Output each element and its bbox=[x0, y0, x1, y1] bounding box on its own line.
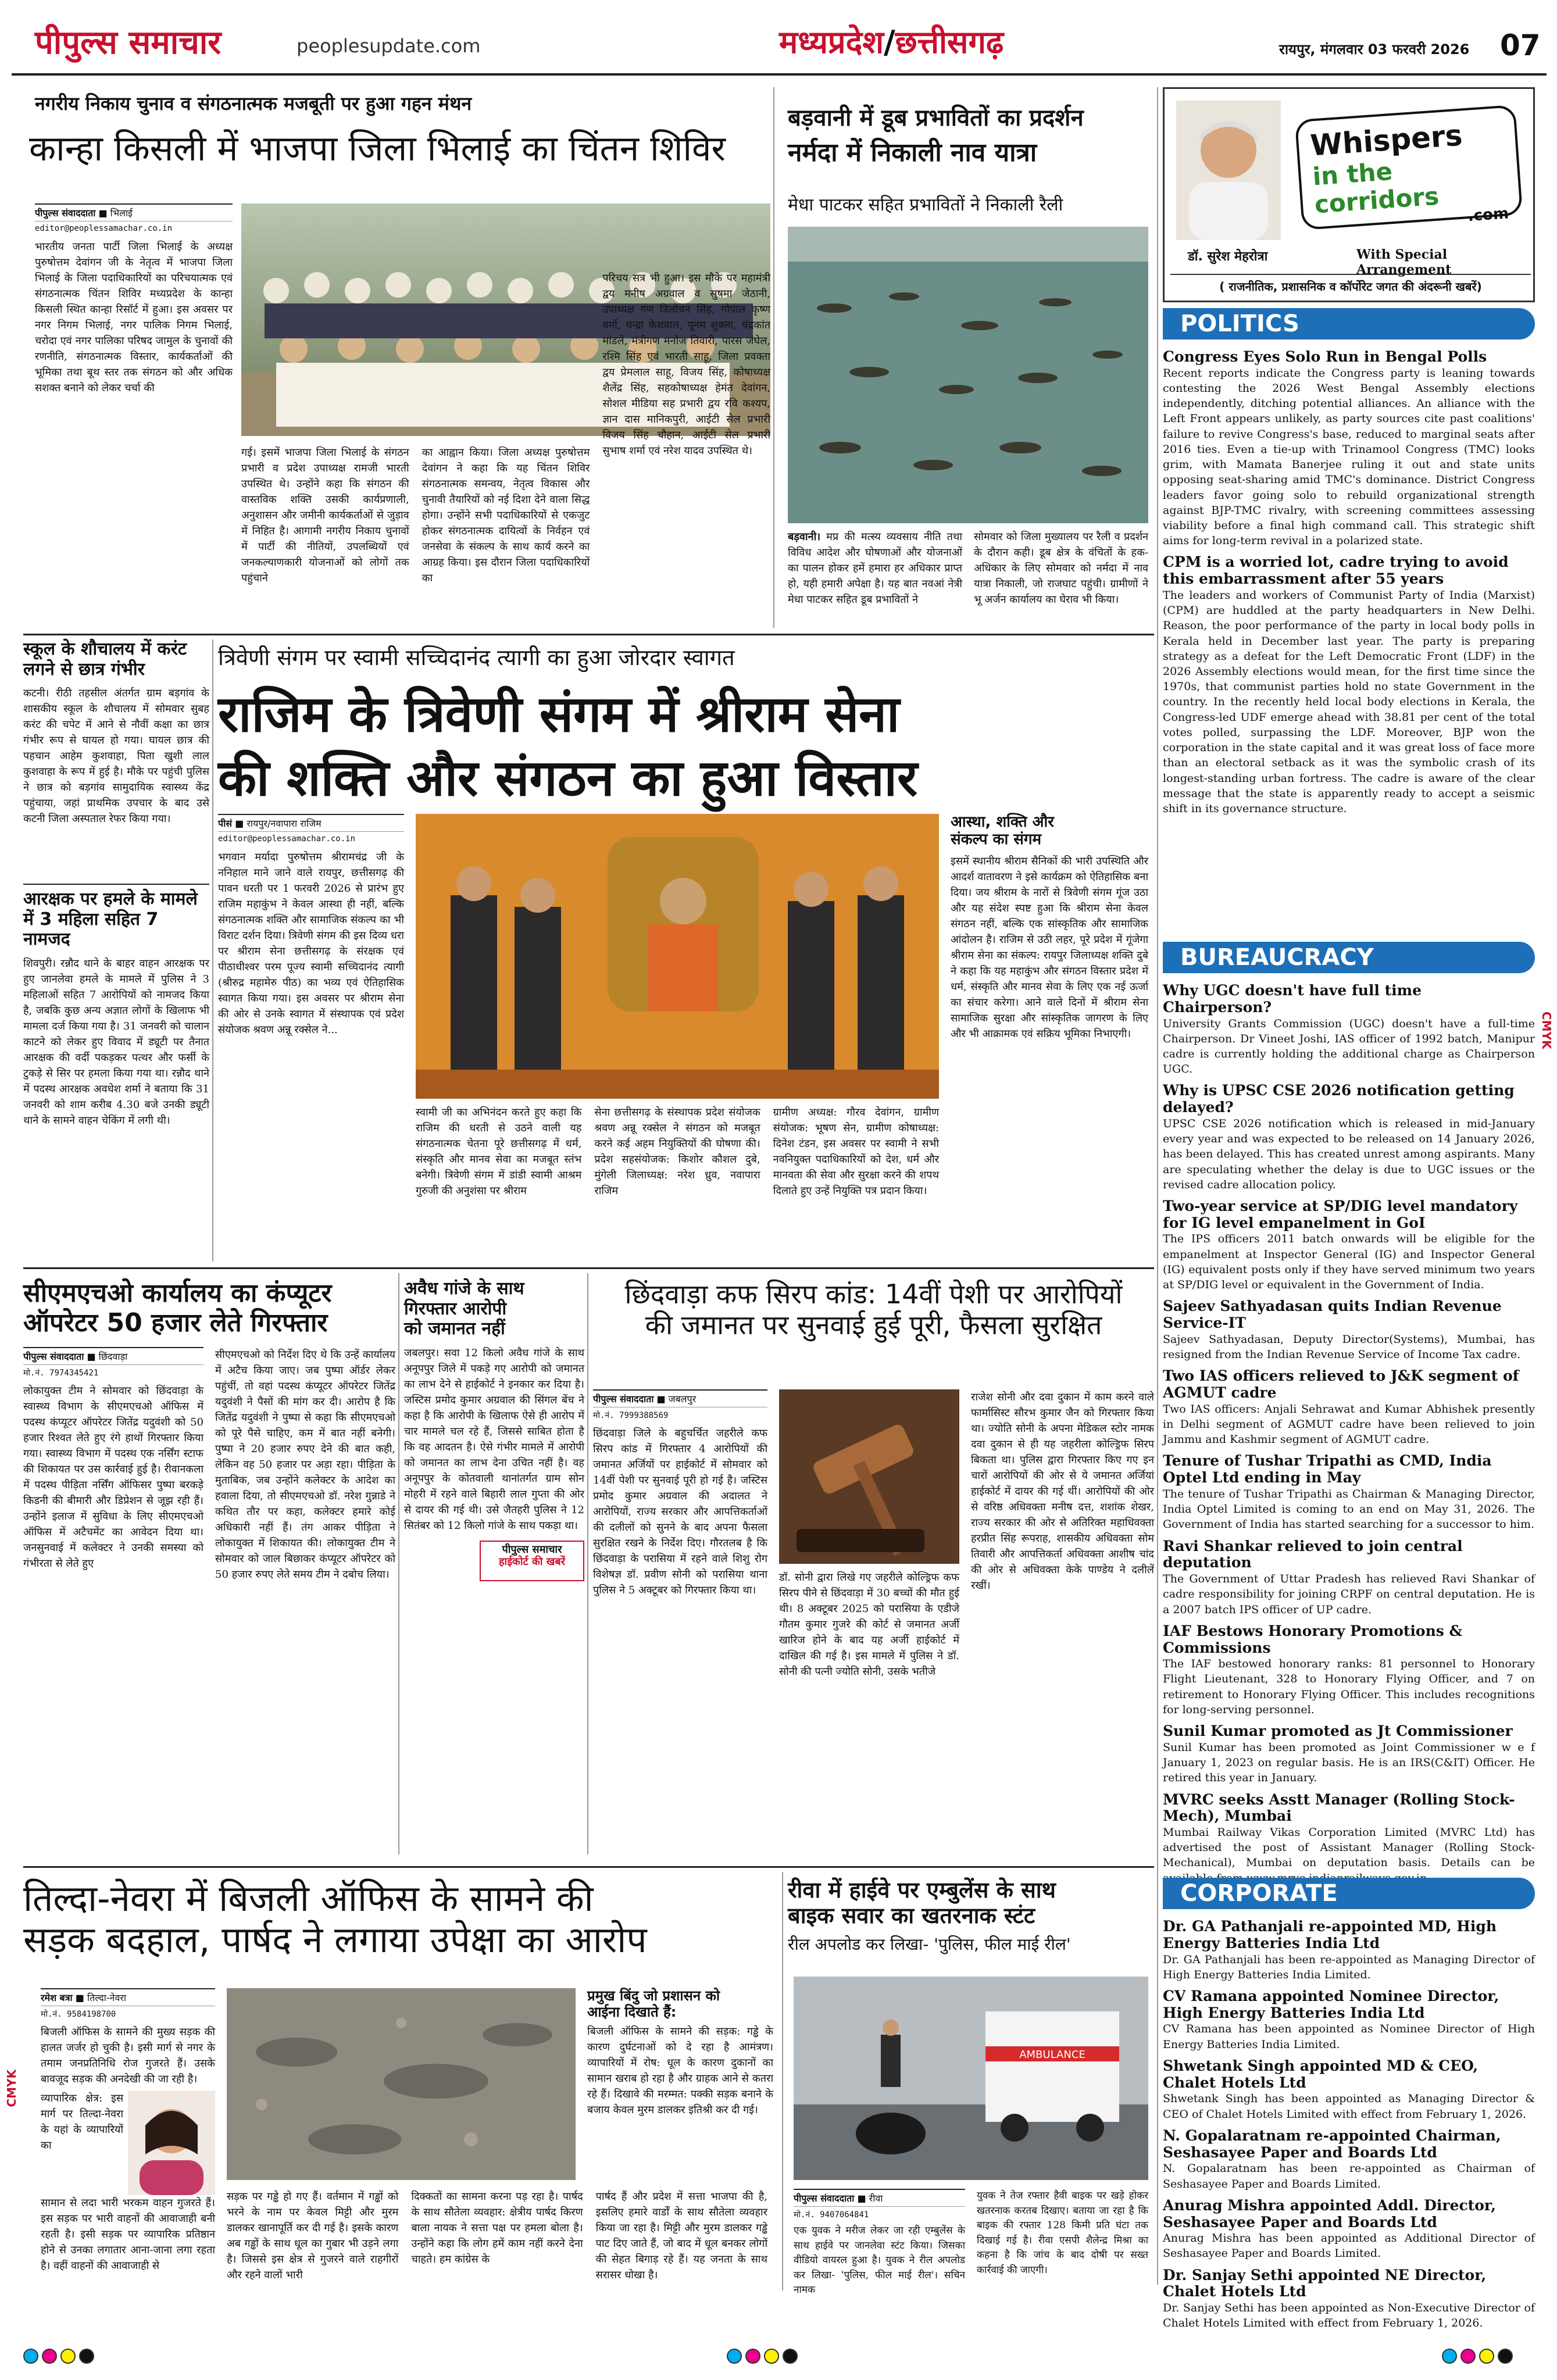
dateline: रायपुर, मंगलवार 03 फरवरी 2026 bbox=[1279, 41, 1470, 58]
news-brief bbox=[1163, 1723, 1535, 1785]
politics-section-label: POLITICS bbox=[1163, 308, 1535, 340]
magenta-dot bbox=[1460, 2349, 1476, 2364]
brief-headline: Ravi Shankar relieved to join central deputation bbox=[1163, 1537, 1463, 1571]
story-headline-2: में 3 महिला सहित 7 नामजद bbox=[23, 909, 159, 949]
highcourt-logo bbox=[480, 1541, 584, 1581]
byline-name: रमेश बत्रा bbox=[41, 1992, 73, 2003]
story-col-2: सीएमएचओ को निर्देश दिए थे कि उन्हें कार्यालय में अटैच किया जाए। जब पुष्पा ऑर्डर लेकर पहुंचीं, तो वहां पदस्थ कंप्यूटर ऑपरेटर जितेंद्र यदुवंशी ने पैसों की मांग कर दी। आरोप है कि जितेंद्र यदुवंशी ने पुष्पा से कहा कि सीएमएचओ को पूरे पैसे चाहिए, कम में बात नहीं बनेगी। पुष्पा ने 20 हजार रुपए देने की बात कही, लेकिन वह 50 हजार पर अड़ा रहा। पीड़िता के मुताबिक, जब उन्होंने कलेक्टर के आदेश का हवाला दिया, तो सीएमएचओ डॉ. नरेश गुन्नाडे ने कथित तौर पर कहा, कलेक्टर हमारे कोई अधिकारी नहीं हैं। तंग आकर पीड़िता ने लोकायुक्त में शिकायत की। लोकायुक्त टीम ने सोमवार को जाल बिछाकर कंप्यूटर ऑपरेटर को 50 हजार रुपए लेते समय टीम ने दबोच लिया। bbox=[215, 1349, 395, 1581]
story-bhilai-chintan-shivir bbox=[23, 87, 776, 634]
story-headline-1: बड़वानी में डूब प्रभावितों का प्रदर्शन bbox=[788, 105, 1084, 131]
story-col-4: परिचय सत्र भी हुआ। इस मौके पर महामंत्री द्वय मनीष अग्रवाल व सुषमा जेठानी, उपाध्यक्ष गण त्रिलोचन सिंह, गोपाल कृष्ण वर्मा, चन्द्रा केशवाल, पूनम शुक्ला, चंद्रकांत मांडले, मंत्रीगण मनोज तिवारी, पारस जंघेल, रश्मि सिंह एवं भारती साहू, जिला प्रवक्ता द्वय प्रेमलाल साहू, विजय सिंह, कोषाध्यक्ष शैलेंद्र सिंह, सहकोषाध्यक्ष हेमंत देवांगन, सोशल मीडिया सह प्रभारी द्वय रवि कश्यप, ज्ञान दास मानिकपुरी, आईटी सेल प्रभारी विजय सिंह चौहान, आईटी सेल प्रभारी सुभाष शर्मा एवं नरेश यादव उपस्थित थे। bbox=[602, 272, 771, 457]
story-rajim-shriram-sena bbox=[218, 639, 1154, 1262]
byline-place: छिंदवाड़ा bbox=[98, 1351, 128, 1363]
brief-headline: Two IAS officers relieved to J&K segment of AGMUT cadre bbox=[1163, 1367, 1519, 1402]
byline-name: पीपुल्स संवाददाता bbox=[593, 1393, 654, 1405]
story-headline: कान्हा किसली में भाजपा जिला भिलाई का चिंतन शिविर bbox=[29, 128, 726, 169]
byline-name: पीपुल्स संवाददाता bbox=[794, 2193, 855, 2204]
story-body: जबलपुर। सवा 12 किलो अवैध गांजे के साथ अनूपपुर जिले में पकड़े गए आरोपी को जमानत का लाभ देने से हाईकोर्ट ने इनकार कर दिया है। जस्टिस प्रमोद कुमार अग्रवाल की सिंगल बेंच ने कहा है कि आरोपी के खिलाफ ऐसे ही आरोप में चार मामले चल रहे हैं, जिससे साबित होता है कि वह आदतन है। ऐसे गंभीर मामले में आरोपी को जमानत का लाभ देना उचित नहीं है। वह अनूपपुर के कोतवाली थानांतर्गत ग्राम सोन मोहरी में रहने वाले बिहारी लाल गुप्ता की ओर से दायर की गई थी। उसे जैतहरी पुलिस ने 12 सितंबर को 12 किलो गांजे के साथ पकड़ा था। bbox=[404, 1346, 584, 1532]
edition-a: मध्यप्रदेश bbox=[779, 24, 884, 60]
byline-place: भिलाई bbox=[110, 208, 133, 219]
key-points-box bbox=[587, 1988, 773, 2180]
edition-b: छत्तीसगढ़ bbox=[895, 24, 1004, 60]
story-col-3: सेना छत्तीसगढ़ के संस्थापक प्रदेश संयोजक श्रवण अन्नू रक्सेल ने संगठन को मजबूत करने कई अहम नियुक्तियों की घोषणा की। प्रदेश सहसंयोजक: किशोर कौशल दुबे, मुंगेली जिलाध्यक्ष: नरेश ध्रुव, नवापारा राजिम bbox=[594, 1106, 760, 1197]
story-headline-2: लगने से छात्र गंभीर bbox=[23, 659, 145, 680]
whispers-column bbox=[1163, 87, 1535, 2330]
brief-body: N. Gopalaratnam has been re-appointed as Chairman of Seshasayee Paper and Boards Limited. bbox=[1163, 2162, 1535, 2190]
whispers-header bbox=[1163, 87, 1535, 302]
black-dot bbox=[79, 2349, 94, 2364]
brief-headline: Anurag Mishra appointed Addl. Director, Seshasayee Paper and Boards Ltd bbox=[1163, 2196, 1496, 2231]
byline-place: जबलपुर bbox=[668, 1393, 697, 1405]
byline-mobile: मो.नं. 7974345421 bbox=[23, 1368, 99, 1378]
brief-body: Two IAS officers: Anjali Sehrawat and Kumar Abhishek presently in Delhi segment of AGMUT cadre have been relieved to join Jammu and Kashmir segment of AGMUT cadre. bbox=[1163, 1402, 1535, 1446]
story-headline-2: नर्मदा में निकाली नाव यात्रा bbox=[788, 138, 1037, 167]
brief-headline: IAF Bestows Honorary Promotions & Commissions bbox=[1163, 1622, 1463, 1656]
brief-body: The IPS officers 2011 batch onwards will be eligible for the empanelment at Inspector General (IG) and Inspector General (IG) equivalent posts only if they have served minimum two years at SP/DIG level or equivalent in the Government of India. bbox=[1163, 1232, 1535, 1292]
brief-body: Anurag Mishra has been appointed as Additional Director of Seshasayee Paper and Boards Limited. bbox=[1163, 2232, 1535, 2260]
brief-body: The Government of Uttar Pradesh has relieved Ravi Shankar of cadre responsibility for joining CRPF on central deputation. He is a 2007 batch IPS officer of UP cadre. bbox=[1163, 1573, 1535, 1616]
corporate-section-label: CORPORATE bbox=[1163, 1878, 1535, 1909]
cyan-dot bbox=[1442, 2349, 1457, 2364]
brief-headline: Why is UPSC CSE 2026 notification getting delayed? bbox=[1163, 1082, 1515, 1116]
brief-headline: CV Ramana appointed Nominee Director, High Energy Batteries India Ltd bbox=[1163, 1987, 1499, 2021]
boat-rally-photo bbox=[788, 227, 1148, 523]
logo-line-3: .com bbox=[1467, 205, 1509, 226]
byline: पीसं ■ रायपुर/नवापारा राजिम bbox=[218, 814, 404, 832]
story-place: बड़वानी। bbox=[788, 531, 821, 543]
bureaucracy-section-label: BUREAUCRACY bbox=[1163, 942, 1535, 973]
news-brief bbox=[1163, 2058, 1535, 2122]
story-col-1: एक युवक ने मरीज लेकर जा रही एम्बुलेंस के साथ हाईवे पर जानलेवा स्टंट किया। जिसका वीडियो वायरल हुआ है। युवक ने रील अपलोड कर लिखा- 'पुलिस, फील माई रील'। सचिन नामक bbox=[794, 2225, 965, 2296]
story-headline-1: छिंदवाड़ा कफ सिरप कांड: 14वीं पेशी पर आरोपियों bbox=[624, 1278, 1123, 1310]
story-col-1 bbox=[788, 529, 962, 607]
yellow-dot bbox=[1479, 2349, 1494, 2364]
story-badwani-protest bbox=[782, 87, 1154, 634]
byline: पीपुल्स संवाददाता ■ छिंदवाड़ा bbox=[23, 1347, 203, 1365]
registration-marks-right bbox=[1442, 2349, 1513, 2364]
story-subhead: मेधा पाटकर सहित प्रभावितों ने निकाली रैली bbox=[788, 195, 1063, 215]
news-brief bbox=[1163, 349, 1535, 548]
story-col-1: बिजली ऑफिस के सामने की मुख्य सड़क की हालत जर्जर हो चुकी है। इसी मार्ग से नगर के तमाम जनप्रतिनिधि रोज गुजरते हैं। उसके बावजूद सड़क की अनदेखी की जा रही है। bbox=[41, 2026, 215, 2085]
ceremony-photo bbox=[416, 814, 939, 1099]
yellow-dot bbox=[764, 2349, 779, 2364]
brief-body: Dr. GA Pathanjali has been re-appointed as Managing Director of High Energy Batteries India Limited. bbox=[1163, 1953, 1535, 1981]
news-brief bbox=[1163, 2128, 1535, 2192]
story-body: कटनी। रीठी तहसील अंतर्गत ग्राम बड़गांव के शासकीय स्कूल के शौचालय में सोमवार सुबह करंट की चपेट में आने से नौवीं कक्षा का छात्र गंभीर रूप से घायल हो गया। घायल छात्र की पहचान आहेम कुशवाहा, पिता खुशी लाल कुशवाहा के रूप में हुई है। मौके पर पहुंची पुलिस ने छात्र को बड़गांव सामुदायिक स्वास्थ्य केंद्र पहुंचाया, जहां प्राथमिक उपचार के बाद उसे कटनी जिला अस्पताल रेफर किया गया। bbox=[23, 687, 209, 825]
story-headline-2: सड़क बदहाल, पार्षद ने लगाया उपेक्षा का आरोप bbox=[23, 1918, 647, 1961]
story-col-3: राजेश सोनी और दवा दुकान में काम करने वाले फार्मासिस्ट सौरभ कुमार जैन को गिरफ्तार किया था। ज्योति सोनी के अपना मेडिकल स्टोर नामक दवा दुकान से ही यह जहरीला कोल्ड्रिफ सिरप बिकता था। पुलिस द्वारा गिरफ्तार किए गए इन चारों आरोपियों की ओर से ये जमानत अर्जियां हाईकोर्ट में दायर की गई थीं। आरोपियों की ओर से वरिष्ठ अधिवक्ता मनीष दत्त, शशांक शेखर, राज्य सरकार की ओर से अतिरिक्त महाधिवक्ता हरप्रीत सिंह रूपराह, शासकीय अधिवक्ता सोम तिवारी और आपत्तिकर्ता अधिवक्ता आशीष चांद की ओर से अधिवक्ता केके पाण्डेय ने दलीलें रखीं। bbox=[971, 1391, 1154, 1592]
byline-place: रायपुर/नवापारा राजिम bbox=[247, 818, 322, 829]
story-headline-1: सीएमएचओ कार्यालय का कंप्यूटर bbox=[23, 1278, 332, 1308]
brief-body: UPSC CSE 2026 notification which is released in mid-January every year and was expected to be released on 14 January 2026, has been delayed. This has created unrest among aspirants. Many are speculating whether the delay is due to UGC issues or the revised cadre allocation policy. bbox=[1163, 1117, 1535, 1191]
brief-headline: Why UGC doesn't have full time Chairperson? bbox=[1163, 982, 1422, 1016]
story-headline-2: की जमानत पर सुनवाई हुई पूरी, फैसला सुरक्षित bbox=[645, 1309, 1102, 1341]
story-school-current bbox=[23, 639, 209, 884]
brief-headline: Sunil Kumar promoted as Jt Commissioner bbox=[1163, 1723, 1513, 1740]
news-brief bbox=[1163, 1453, 1535, 1532]
story-col-1: भगवान मर्यादा पुरुषोत्तम श्रीरामचंद्र जी के ननिहाल माने जाने वाले रायपुर, छत्तीसगढ़ की पावन धरती पर 1 फरवरी 2026 से प्रारंभ हुए राजिम महाकुंभ ने केवल आस्था ही नहीं, बल्कि संगठनात्मक शक्ति और सामाजिक संकल्प का भी विराट दर्शन दिया। त्रिवेणी संगम की इस दिव्य धरा पर श्रीराम सेना छत्तीसगढ़ के संरक्षक एवं पीठाधीश्वर परम पूज्य स्वामी सच्चिदानंद त्यागी (श्रीरुद्र महामेरु पीठ) का भव्य एवं ऐतिहासिक स्वागत किया गया। इस अवसर पर श्रीराम सेना की ओर से उनके स्वागत में संस्थापक एवं प्रदेश संयोजक श्रवण अन्नू रक्सेल ने... bbox=[218, 851, 404, 1036]
story-subhead: रील अपलोड कर लिखा- 'पुलिस, फील माई रील' bbox=[788, 1935, 1071, 1954]
logo-line-2: in the corridors bbox=[1311, 156, 1440, 219]
byline: पीपुल्स संवाददाता ■ जबलपुर bbox=[593, 1389, 767, 1407]
story-col-1: भारतीय जनता पार्टी जिला भिलाई के अध्यक्ष पुरुषोत्तम देवांगन जी के नेतृत्व में भाजपा जिला भिलाई के जिला पदाधिकारियों का परिचयात्मक एवं संगठनात्मक चिंतन शिविर मध्यप्रदेश के कान्हा किसली स्थित कान्हा रिसॉर्ट में हुआ। इस अवसर पर नगर निगम भिलाई, नगर पालिक निगम भिलाई, चरोदा एवं नगर पालिका परिषद जामुल के चुनावों की रणनीति, संगठनात्मक विस्तार, कार्यकर्ताओं की भूमिका तथा बूथ स्तर तक संगठन को और अधिक सशक्त बनाने को लेकर चर्चा की bbox=[35, 241, 233, 394]
magenta-dot bbox=[42, 2349, 57, 2364]
box-head-2: आईना दिखाते हैं: bbox=[587, 2003, 677, 2020]
story-kicker: त्रिवेणी संगम पर स्वामी सच्चिदानंद त्यागी का हुआ जोरदार स्वागत bbox=[218, 645, 735, 670]
story-col-2: गई। इसमें भाजपा जिला भिलाई के संगठन प्रभारी व प्रदेश उपाध्यक्ष रामजी भारती उपस्थित थे। उन्होंने कहा कि संगठन की वास्तविक शक्ति उसकी कार्यप्रणाली, अनुशासन और जमीनी कार्यकर्ताओं से जुड़ाव में निहित है। आगामी नगरीय निकाय चुनावों में पार्टी की नीतियों, उपलब्धियों एवं जनकल्याणकारी योजनाओं को लोगों तक पहुंचाने bbox=[241, 446, 409, 584]
story-col-2: स्वामी जी का अभिनंदन करते हुए कहा कि राजिम की धरती से उठने वाली यह संगठनात्मक चेतना पूरे छत्तीसगढ़ में धर्म, संस्कृति और मानव सेवा का मजबूत स्तंभ बनेगी। त्रिवेणी संगम में डांडी स्वामी आश्रम गुरुजी की अनुशंसा पर श्रीराम bbox=[416, 1106, 582, 1197]
side-body: इसमें स्थानीय श्रीराम सैनिकों की भारी उपस्थिति और आदर्श वातावरण ने इसे कार्यक्रम को ऐतिहासिक बना दिया। जय श्रीराम के नारों से त्रिवेणी संगम गूंज उठा और यह संदेश स्पष्ट हुआ कि श्रीराम सेना केवल संगठन नहीं, बल्कि एक सांस्कृतिक और सामाजिक आंदोलन है। राजिम से उठी लहर, पूरे प्रदेश में गूंजेगा श्रीराम सेना का संकल्प: रायपुर जिलाध्यक्ष शक्ति दुबे ने कहा कि यह महाकुंभ और संगठन विस्तार प्रदेश में धर्म, संस्कृति और मानव सेवा के लिए एक नई ऊर्जा का संचार करेगा। आने वाले दिनों में श्रीराम सेना सामाजिक सुरक्षा और सांस्कृतिक जागरण के लिए और भी आक्रामक एवं सक्रिय भूमिका निभाएगी। bbox=[951, 855, 1148, 1040]
byline-place: रीवा bbox=[869, 2193, 883, 2204]
news-brief bbox=[1163, 1368, 1535, 1447]
byline-name: पीपुल्स संवाददाता bbox=[23, 1351, 84, 1363]
story-headline-1: अवैध गांजे के साथ bbox=[404, 1278, 524, 1299]
side-headline-1: आस्था, शक्ति और bbox=[951, 813, 1054, 831]
story-ganja-bail-denied bbox=[404, 1273, 584, 1866]
story-col-1: लोकायुक्त टीम ने सोमवार को छिंदवाड़ा के स्वास्थ्य विभाग के सीएमएचओ ऑफिस में पदस्थ कंप्यूटर ऑपरेटर जितेंद्र यदुवंशी को 50 हजार रिश्वत लेते हुए रंगे हाथों गिरफ्तार किया गया। स्वास्थ्य विभाग में पदस्थ एक नर्सिंग स्टाफ की शिकायत पर उस कार्रवाई हुई है। रीवानकला में पदस्थ पीड़िता नर्सिंग ऑफिसर पुष्पा बरकड़े किडनी की बीमारी और डिप्रेशन से जूझ रही हैं। उन्होंने इलाज में सुविधा के लिए सीएमएचओ ऑफिस में अटैचमेंट का आवेदन दिया था। जनसुनवाई में कलेक्टर ने उनकी समस्या को गंभीरता से लेते हुए bbox=[23, 1385, 203, 1570]
gavel-photo bbox=[779, 1389, 959, 1564]
councillor-photo bbox=[128, 2090, 215, 2195]
logo-line-1: Whispers bbox=[1309, 118, 1464, 163]
story-headline-3: को जमानत नहीं bbox=[404, 1318, 505, 1339]
story-cough-syrup-hearing bbox=[593, 1273, 1154, 1866]
byline-place: तिल्दा-नेवरा bbox=[87, 1992, 127, 2003]
byline: पीपुल्स संवाददाता ■ रीवा bbox=[794, 2189, 965, 2207]
black-dot bbox=[1498, 2349, 1513, 2364]
news-brief bbox=[1163, 1792, 1535, 1886]
page-number: 07 bbox=[1500, 28, 1541, 62]
site-url[interactable]: peoplesupdate.com bbox=[297, 35, 481, 57]
story-headline-2: की शक्ति और संगठन का हुआ विस्तार bbox=[218, 749, 918, 807]
brief-headline: MVRC seeks Asstt Manager (Rolling Stock-Mech), Mumbai bbox=[1163, 1791, 1515, 1825]
byline-email[interactable]: editor@peoplessamachar.co.in bbox=[35, 224, 173, 233]
logo-line-2: हाईकोर्ट की खबरें bbox=[499, 1555, 565, 1568]
columnist-name: डॉ. सुरेश मेहरोत्रा bbox=[1188, 249, 1268, 264]
byline-mobile: मो.नं. 9407064841 bbox=[794, 2210, 869, 2220]
story-text-1: मप्र की मत्स्य व्यवसाय नीति तथा विविध आदेश और घोषणाओं और योजनाओं का पालन होकर हमें हमारा हर अधिकार प्राप्त हो, यही हमारी अपेक्षा है। यह बात नवआं नेत्री मेधा पाटकर सहित डूब प्रभावितों ने bbox=[788, 531, 962, 606]
byline-name: पीसं bbox=[218, 818, 233, 829]
byline-name: पीपुल्स संवाददाता bbox=[35, 208, 96, 219]
story-col-2: सड़क पर गड्ढे हो गए हैं। वर्तमान में गड्ढों को भरने के नाम पर केवल मिट्टी और मुरम डालकर खानापूर्ति कर दी गई है। इसके कारण अब गड्ढों के साथ धूल का गुबार भी उड़ने लगा है। जिससे इस क्षेत्र से गुजरने वाले राहगीरों और रहने वालों भारी bbox=[227, 2190, 399, 2281]
brief-body: Dr. Sanjay Sethi has been appointed as Non-Executive Director of Chalet Hotels Limited with effect from February 1, 2026. bbox=[1163, 2302, 1535, 2330]
story-col-4: ग्रामीण अध्यक्ष: गौरव देवांगन, ग्रामीण संयोजक: भूषण सेन, ग्रामीण कोषाध्यक्ष: दिनेश टंडन, इस अवसर पर स्वामी ने सभी नवनियुक्त पदाधिकारियों को देश, धर्म और मानवता की सेवा और सुरक्षा करने की शपथ दिलाते हुए उन्हें नियुक्ति पत्र प्रदान किया। bbox=[773, 1106, 939, 1197]
ambulance-stunt-photo bbox=[794, 1977, 1148, 2180]
box-head-1: प्रमुख बिंदु जो प्रशासन को bbox=[587, 1988, 720, 2004]
yellow-dot bbox=[60, 2349, 76, 2364]
brief-headline: Two-year service at SP/DIG level mandatory for IG level empanelment in GoI bbox=[1163, 1197, 1518, 1231]
brief-body: Sajeev Sathyadasan, Deputy Director(Systems), Mumbai, has resigned from the Indian Revenue Service of Income Tax cadre. bbox=[1163, 1332, 1535, 1361]
news-brief bbox=[1163, 1623, 1535, 1717]
brief-headline: Dr. Sanjay Sethi appointed NE Director, Chalet Hotels Ltd bbox=[1163, 2266, 1487, 2300]
whispers-tagline: ( राजनीतिक, प्रशासनिक व कॉर्पोरेट जगत की अंदरूनी खबरें) bbox=[1170, 274, 1531, 294]
cmyk-label-right: CMYK bbox=[1540, 1012, 1554, 1049]
story-col-3: दिक्कतों का सामना करना पड़ रहा है। पार्षद के साथ सौतेला व्यवहार: क्षेत्रीय पार्षद किरण बाला नायक ने सत्ता पक्ष पर हमला बोला है। उन्होंने कहा कि लोग हमें काम नहीं करने देना चाहते। हम कांग्रेस के bbox=[411, 2190, 583, 2265]
black-dot bbox=[783, 2349, 798, 2364]
story-col-2: युवक ने तेज रफ्तार हैवी बाइक पर खड़े होकर खतरनाक करतब दिखाए। बताया जा रहा है कि बाइक की रफ्तार 128 किमी प्रति घंटा तक दिखाई गई है। रीवा एसपी शैलेन्द्र मिश्रा का कहना है कि जांच के बाद दोषी पर सख्त कार्रवाई की जाएगी। bbox=[977, 2190, 1148, 2276]
news-brief bbox=[1163, 1538, 1535, 1617]
brief-body: The IAF bestowed honorary ranks: 81 personnel to Honorary Flight Lieutenant, 328 to Honorary Flying Officer, and 7 on retirement to Honorary Flying Officer. This includes recognitions for long-serving personnel. bbox=[1163, 1657, 1535, 1716]
news-brief bbox=[1163, 982, 1535, 1077]
news-brief bbox=[1163, 1082, 1535, 1192]
brief-headline: Shwetank Singh appointed MD & CEO, Chalet Hotels Ltd bbox=[1163, 2057, 1479, 2091]
story-tilda-road bbox=[23, 1872, 779, 2290]
byline-email[interactable]: editor@peoplessamachar.co.in bbox=[218, 834, 356, 844]
story-headline-1: स्कूल के शौचालय में करंट bbox=[23, 639, 187, 659]
side-headline-2: संकल्प का संगम bbox=[951, 830, 1042, 848]
story-headline-1: रीवा में हाईवे पर एम्बुलेंस के साथ bbox=[788, 1877, 1056, 1903]
story-shivpuri-attack bbox=[23, 889, 209, 1262]
byline-mobile: मो.नं. 9584198700 bbox=[41, 2010, 116, 2019]
brief-headline: CPM is a worried lot, cadre trying to avoid this embarrassment after 55 years bbox=[1163, 553, 1509, 588]
news-brief bbox=[1163, 1918, 1535, 1982]
story-col-1b: सामान से लदा भारी भरकम वाहन गुजरते हैं। इस सड़क पर भारी वाहनों की आवाजाही बनी रहती है। इसी सड़क पर व्यापारिक प्रतिष्ठान होने से उनका लगातार आना-जाना लगा रहता है। वहीं वाहनों की आवाजाही से bbox=[41, 2197, 215, 2272]
story-body: शिवपुरी। रन्नौद थाने के बाहर वाहन आरक्षक पर हुए जानलेवा हमले के मामले में पुलिस ने 3 महिलाओं सहित 7 आरोपियों को नामजद किया है, जबकि कुछ अन्य अज्ञात लोगों के खिलाफ भी मामला दर्ज किया गया है। 31 जनवरी को चालान काटने को लेकर हुए विवाद में ड्यूटी पर तैनात आरक्षक की वर्दी पकड़कर पत्थर और फर्सी के टुकड़े से सिर पर हमला किया गया था। रन्नौद थाने में पदस्थ आरक्षक अवधेश शर्मा ने बताया कि 31 जनवरी को शाम करीब 4.30 बजे उनकी ड्यूटी थाने के सामने वाहन चेकिंग में लगी थी। bbox=[23, 957, 209, 1127]
paper-name: पीपुल्स समाचार bbox=[35, 24, 222, 62]
story-headline-1: आरक्षक पर हमले के मामले bbox=[23, 889, 198, 909]
brief-body: The leaders and workers of Communist Party of India (Marxist) (CPM) are huddled at the party headquarters in New Delhi. Reason, the poor performance of the party in local body polls in Kerala held in December last year. The party is preparing strategy as a defeat for the Left Democratic Front (LDF) in the 2026 Assembly elections would mean, for the first time since the 1970s, that communist parties hold no state Government in the country. In the recently held local body elections in Kerala, the Congress-led UDF emerge ahead with 38.81 per cent of the total votes polled, surpassing the LDF. Moreover, BJP won the corporation in the state capital and it was great loss of face more than an electoral setback as it was the symbolic crash of its longest-standing urban fortress. The cadre is aware of the clear message that the state is apparently ready to accept a seismic shift in its governance structure. bbox=[1163, 588, 1535, 815]
logo-line-1: पीपुल्स समाचार bbox=[502, 1543, 562, 1556]
magenta-dot bbox=[745, 2349, 760, 2364]
story-col-1: छिंदवाड़ा जिले के बहुचर्चित जहरीले कफ सिरप कांड में गिरफ्तार 4 आरोपियों की जमानत अर्जियों पर हाईकोर्ट में सोमवार को 14वीं पेशी पर सुनवाई पूरी हो गई है। जस्टिस प्रमोद कुमार अग्रवाल की अदालत ने आरोपियों, राज्य सरकार और आपत्तिकर्ताओं की दलीलों को सुनने के बाद अपना फैसला सुरक्षित रखने के निर्देश दिए। गौरतलब है कि छिंदवाड़ा के परासिया में रहने वाले शिशु रोग विशेषज्ञ डॉ. प्रवीण सोनी को परासिया थाना पुलिस ने 5 अक्टूबर को गिरफ्तार किया था। bbox=[593, 1427, 767, 1596]
cyan-dot bbox=[727, 2349, 742, 2364]
story-headline-1: तिल्दा-नेवरा में बिजली ऑफिस के सामने की bbox=[23, 1877, 594, 1920]
arrangement-note: With Special Arrangement bbox=[1356, 247, 1452, 277]
cmyk-label-left: CMYK bbox=[5, 2070, 19, 2107]
bureaucracy-list bbox=[1163, 977, 1535, 1872]
cyan-dot bbox=[23, 2349, 38, 2364]
brief-body: Sunil Kumar has been promoted as Joint Commissioner w e f January 1, 2023 on regular basis. He is an IRS(C&IT) Officer. He retired this year in January. bbox=[1163, 1741, 1535, 1785]
politics-list bbox=[1163, 343, 1535, 936]
story-col-4: पार्षद हैं और प्रदेश में सत्ता भाजपा की है, इसलिए हमारे वार्डों के साथ सौतेला व्यवहार किया जा रहा है। मिट्टी और मुरम डालकर गड्ढे पाट दिए जाते हैं, जो बाद में धूल बनकर लोगों की सेहत बिगाड़ रहे हैं। यह जनता के साथ सरासर धोखा है। bbox=[595, 2190, 767, 2281]
byline-mobile: मो.नं. 7999388569 bbox=[593, 1411, 669, 1420]
story-col-2: सोमवार को जिला मुख्यालय पर रैली व प्रदर्शन के दौरान कही। डूब क्षेत्र के वंचितों के हक-अधिकार के लिए सोमवार को नर्मदा में नाव यात्रा निकाली, जो राजघाट पहुंची। ग्रामीणों ने भू अर्जन कार्यालय का घेराव भी किया। bbox=[974, 531, 1148, 606]
brief-headline: Dr. GA Pathanjali re-appointed MD, High Energy Batteries India Ltd bbox=[1163, 1918, 1497, 1952]
story-cmho-operator-arrest bbox=[23, 1273, 395, 1866]
whispers-logo bbox=[1295, 105, 1523, 230]
brief-body: The tenure of Tushar Tripathi as Chairman & Managing Director, India Optel Limited is coming to an end on May 31, 2026. The Government of India has started searching for a successor to him. bbox=[1163, 1487, 1535, 1531]
story-headline-2: बाइक सवार का खतरनाक स्टंट bbox=[788, 1902, 1035, 1928]
news-brief bbox=[1163, 2197, 1535, 2261]
story-kicker: नगरीय निकाय चुनाव व संगठनात्मक मजबूती पर हुआ गहन मंथन bbox=[35, 92, 472, 115]
masthead bbox=[12, 12, 1547, 76]
story-rewa-stunt bbox=[788, 1872, 1154, 2296]
registration-marks-left bbox=[23, 2349, 94, 2364]
brief-body: CV Ramana has been appointed as Nominee Director of High Energy Batteries India Limited. bbox=[1163, 2022, 1535, 2051]
byline: रमेश बत्रा ■ तिल्दा-नेवरा bbox=[41, 1988, 215, 2006]
story-col-3: का आह्वान किया। जिला अध्यक्ष पुरुषोत्तम देवांगन ने कहा कि यह चिंतन शिविर संगठनात्मक समन्वय, नेतृत्व विकास और चुनावी तैयारियों को नई दिशा देने वाला सिद्ध होगा। उन्होंने सभी पदाधिकारियों से एकजुट होकर संगठनात्मक दायित्वों के निर्वहन एवं जनसेवा के संकल्प के साथ कार्य करने का आग्रह किया। इस दौरान जिला पदाधिकारियों का bbox=[422, 446, 590, 584]
damaged-road-photo bbox=[227, 1988, 576, 2180]
brief-body: Shwetank Singh has been appointed as Managing Director & CEO of Chalet Hotels Limited with effect from February 1, 2026. bbox=[1163, 2092, 1535, 2121]
news-brief bbox=[1163, 1298, 1535, 1362]
columnist-photo bbox=[1176, 101, 1281, 240]
brief-headline: Tenure of Tushar Tripathi as CMD, India Optel Ltd ending in May bbox=[1163, 1452, 1492, 1486]
story-headline-1: राजिम के त्रिवेणी संगम में श्रीराम सेना bbox=[218, 685, 900, 744]
story-headline-2: गिरफ्तार आरोपी bbox=[404, 1298, 507, 1319]
news-brief bbox=[1163, 2267, 1535, 2331]
registration-marks-center bbox=[727, 2349, 798, 2364]
brief-headline: N. Gopalaratnam re-appointed Chairman, Seshasayee Paper and Boards Ltd bbox=[1163, 2127, 1501, 2161]
news-brief bbox=[1163, 1198, 1535, 1292]
box-body: बिजली ऑफिस के सामने की सड़क: गड्ढे के कारण दुर्घटनाओं को दे रहा है आमंत्रण। व्यापारियों में रोष: धूल के कारण दुकानों का सामान खराब हो रहा है और ग्राहक आने से कतरा रहे हैं। दिखावे की मरम्मत: पक्की सड़क बनाने के बजाय केवल मुरम डालकर इतिश्री कर दी गई। bbox=[587, 2025, 773, 2117]
edition-title: मध्यप्रदेश/छत्तीसगढ़ bbox=[779, 24, 1004, 60]
byline: पीपुल्स संवाददाता ■ भिलाई bbox=[35, 203, 233, 221]
story-side-label: व्यापारिक क्षेत्र: इस मार्ग पर तिल्दा-नेवरा के यहां के व्यापारियों का bbox=[41, 2092, 123, 2152]
story-headline-2: ऑपरेटर 50 हजार लेते गिरफ्तार bbox=[23, 1307, 328, 1338]
brief-headline: Congress Eyes Solo Run in Bengal Polls bbox=[1163, 348, 1487, 365]
corporate-list bbox=[1163, 1913, 1535, 2330]
ambulance-text: AMBULANCE bbox=[1019, 2049, 1085, 2061]
brief-body: Mumbai Railway Vikas Corporation Limited (MVRC Ltd) has advertised the post of Assistant Manager (Rolling Stock-Mechanical), Mumbai on deputation basis. Details can be bbox=[1163, 1826, 1535, 1870]
story-col-2: डॉ. सोनी द्वारा लिखे गए जहरीले कोल्ड्रिफ कफ सिरप पीने से छिंदवाड़ा में 30 बच्चों की मौत हुई थी। 8 अक्टूबर 2025 को परासिया के एडीजे गौतम कुमार गुजरे की कोर्ट से जमानत अर्जी खारिज होने के बाद यह अर्जी हाईकोर्ट में दाखिल की गई है। इस मामले में पुलिस ने डॉ. सोनी की पत्नी ज्योति सोनी, उसके भतीजे bbox=[779, 1571, 959, 1678]
brief-body: University Grants Commission (UGC) doesn't have a full-time Chairperson. Dr Vineet Joshi, IAS officer of 1992 batch, Manipur cadre is currently holding the additional charge as Chairperson UGC. bbox=[1163, 1017, 1535, 1076]
news-brief bbox=[1163, 554, 1535, 816]
brief-headline: Sajeev Sathyadasan quits Indian Revenue Service-IT bbox=[1163, 1298, 1502, 1332]
brief-body: Recent reports indicate the Congress party is leaning towards contesting the 2026 West Bengal Assembly elections independently, ditching potential alliances. An alliance with the Left Front appears unlikely, as party sources cite past coalitions' failure to revive Congress's base, reduced to marginal seats after 2016 ties. Even a tie-up with Trinamool Congress (TMC) looks grim, with Mamata Banerjee ruling it out and state units opposing seat-sharing amid TMC's dominance. District Congress leaders favor going solo to rebuild organizational strength against BJP-TMC rivalry, with screening committees assessing viability before a final high command call. This strategic shift aims for long-term revival in a polarized state. bbox=[1163, 366, 1535, 548]
news-brief bbox=[1163, 1988, 1535, 2052]
